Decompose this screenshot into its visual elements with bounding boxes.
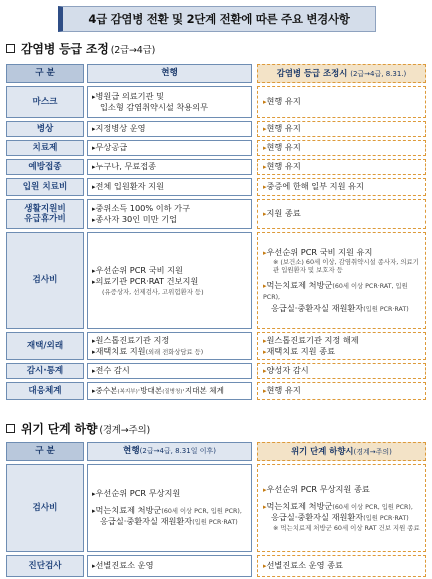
row-current: ▸ 중수본(복지부)·방대본(질병청)·지대본 체계: [87, 382, 252, 400]
row-label: 검사비: [6, 464, 84, 552]
row-label: 마스크: [6, 86, 84, 118]
header-current-text: 현행(2급→4급, 8.31일 이후): [123, 445, 216, 456]
row-after: ▸ 현행 유지: [257, 121, 426, 137]
row-after: ▸ 현행 유지: [257, 159, 426, 175]
row-current: ▸ 전수 감시: [87, 363, 252, 379]
table-row-testing: [6, 232, 426, 329]
section-heading-grade-adjustment: [6, 40, 155, 57]
row-label: 재택/외래: [6, 332, 84, 360]
header-current-text: 현행: [161, 67, 178, 78]
table-row-living-support: [6, 199, 426, 229]
row-after: ▸ 지원 종료: [257, 199, 426, 229]
row-label: 대응체계: [6, 382, 84, 400]
row-after: ▸ 원스톱진료기관 지정 해제 ▸ 재택치료 지원 종료: [257, 332, 426, 360]
table-row-treatment: [6, 140, 426, 156]
section-heading-text: 감염병 등급 조정: [21, 42, 109, 56]
row-label: 감시·통계: [6, 363, 84, 379]
section-heading-sub: (2급→4급): [110, 44, 156, 56]
row-current: ▸ 중위소득 100% 이하 가구 ▸ 종사자 30인 미만 기업: [87, 199, 252, 229]
row-current: ▸ 선별진료소 운영: [87, 555, 252, 577]
table-header-row: [6, 64, 426, 83]
checkbox-square-icon: [6, 44, 15, 53]
row-after: ▸ 현행 유지: [257, 140, 426, 156]
row-current: ▸ 우선순위 PCR 무상지원 ▸ 먹는치료제 처방군(60세 이상 PCR, 입원 PCR), 응급실·중환자실 재원환자(입원 PCR·RAT): [87, 464, 252, 552]
table-row-testing: [6, 464, 426, 552]
section-heading-text: 위기 단계 하향: [21, 422, 98, 436]
row-after: ▸ 우선순위 PCR 무상지원 종료 ▸ 먹는치료제 처방군(60세 이상 PCR, 입원 PCR), 응급실·중환자실 재원환자(입원 PCR·RAT) ※ 먹는치료제 처방군 60세 이상 RAT 건보 지원 종료: [257, 464, 426, 552]
row-after: ▸ 현행 유지: [257, 382, 426, 400]
row-label: 예방접종: [6, 159, 84, 175]
row-label: 입원 치료비: [6, 178, 84, 196]
row-label: 치료제: [6, 140, 84, 156]
row-current: ▸ 우선순위 PCR 국비 지원 ▸ 의료기관 PCR·RAT 건보지원 (유증상자, 선제검사, 고위험환자 등): [87, 232, 252, 329]
table-row-beds: [6, 121, 426, 137]
header-current: [87, 442, 252, 461]
row-label: 진단검사: [6, 555, 84, 577]
header-after-text: 위기 단계 하향시(경계→주의): [291, 445, 392, 456]
row-after: ▸ 양성자 감시: [257, 363, 426, 379]
row-label: 생활지원비 유급휴가비: [6, 199, 84, 229]
row-current: ▸ 무상공급: [87, 140, 252, 156]
header-category: 구 분: [6, 64, 84, 83]
row-after: ▸ 중증에 한해 일부 지원 유지: [257, 178, 426, 196]
row-current: ▸ 원스톱진료기관 지정 ▸ 재택치료 지원(외래 전화상담료 등): [87, 332, 252, 360]
table-row-home-outpatient: [6, 332, 426, 360]
table-row-response-system: [6, 382, 426, 400]
table-row-hospitalization: [6, 178, 426, 196]
document-title: 4급 감염병 전환 및 2단계 전환에 따른 주요 변경사항: [58, 6, 376, 32]
checkbox-square-icon: [6, 424, 15, 433]
row-label: 검사비: [6, 232, 84, 329]
row-after: ▸ 선별진료소 운영 종료: [257, 555, 426, 577]
row-after: ▸ 우선순위 PCR 국비 지원 유지 ※ (보건소) 60세 이상, 감염취약시설 종사자, 의료기관 입원환자 및 보호자 등 ▸ 먹는치료제 처방군(60세 이상 PCR·RAT, 입원 PCR), 응급실·중환자실 재원환자(입원 PCR·RAT): [257, 232, 426, 329]
table-row-diagnostic-testing: [6, 555, 426, 577]
table-header-row: [6, 442, 426, 461]
row-label: 병상: [6, 121, 84, 137]
table-row-vaccination: [6, 159, 426, 175]
table-row-surveillance: [6, 363, 426, 379]
section-heading-sub: (경계→주의): [99, 424, 150, 436]
header-after: [257, 442, 426, 461]
header-after-text: 감염병 등급 조정시 (2급→4급, 8.31.): [276, 67, 407, 78]
row-after: ▸ 현행 유지: [257, 86, 426, 118]
header-category: 구 분: [6, 442, 84, 461]
row-current: ▸ 지정병상 운영: [87, 121, 252, 137]
header-after: [257, 64, 426, 83]
header-current: [87, 64, 252, 83]
row-current: ▸ 전체 입원환자 지원: [87, 178, 252, 196]
table-row-mask: [6, 86, 426, 118]
row-current: ▸ 누구나, 무료접종: [87, 159, 252, 175]
section-heading-crisis-level: [6, 420, 150, 437]
row-current: ▸ 병원급 의료기관 및 입소형 감염취약시설 착용의무: [87, 86, 252, 118]
